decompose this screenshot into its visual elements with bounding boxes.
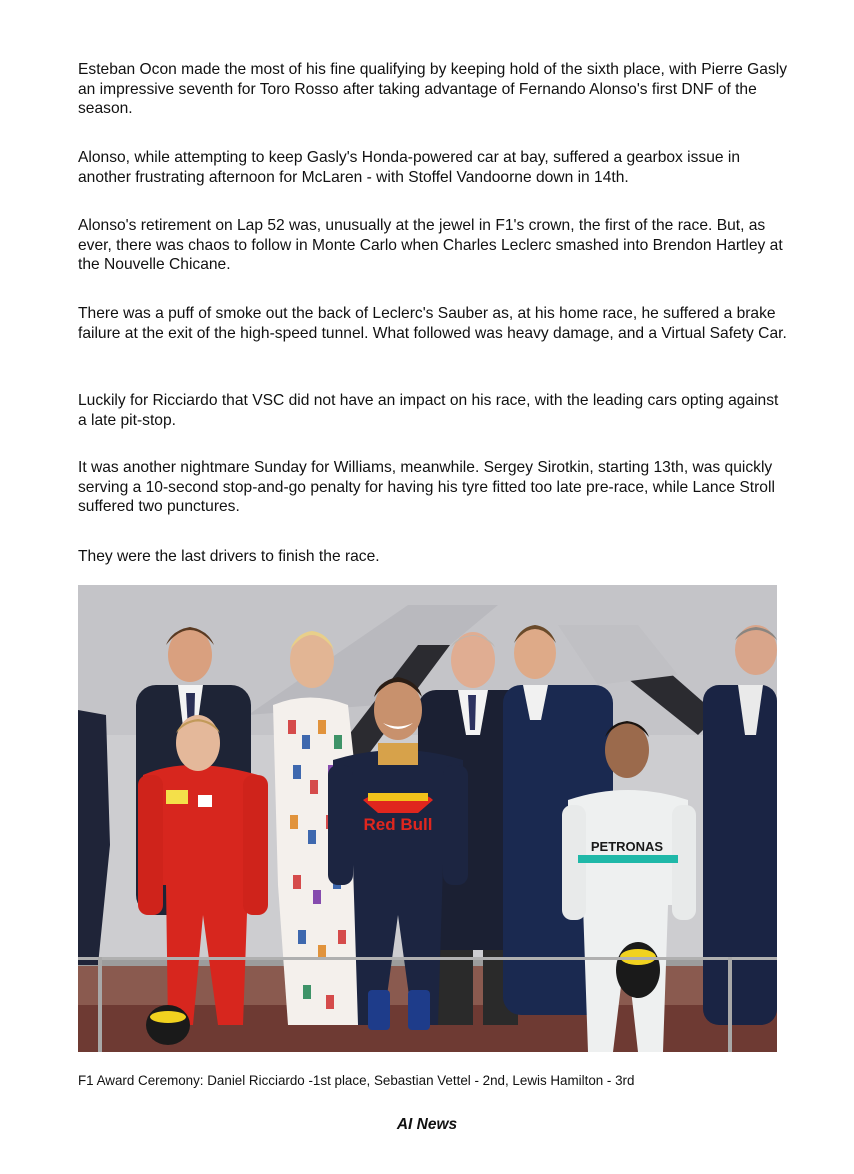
article-paragraph-4: There was a puff of smoke out the back of Leclerc's Sauber as, at his home race, he suffered a brake failure at the exit of the high-speed tunnel. What followed was heavy damage, and a Virtual Safety Car.	[78, 305, 787, 342]
redbull-suit-text: Red Bull	[363, 815, 433, 834]
article-paragraph-6: It was another nightmare Sunday for Williams, meanwhile. Sergey Sirotkin, starting 13th, was quickly serving a 10-second stop-and-go penalty for having his tyre fitted too late pre-race, while Lance Stroll suffered two punctures.	[78, 459, 775, 515]
podium-photo	[78, 585, 777, 1052]
article-paragraph-1: Esteban Ocon made the most of his fine qualifying by keeping hold of the sixth place, with Pierre Gasly an impressive seventh for Toro Rosso after taking advantage of Fernando Alonso's first DNF of the season.	[78, 61, 788, 117]
article-paragraph-2: Alonso, while attempting to keep Gasly's Honda-powered car at bay, suffered a gearbox issue in another frustrating afternoon for McLaren - with Stoffel Vandoorne down in 14th.	[78, 149, 741, 186]
photo-caption: F1 Award Ceremony: Daniel Ricciardo -1st place, Sebastian Vettel - 2nd, Lewis Hamilton - 3rd	[78, 1073, 635, 1088]
petronas-suit-text: PETRONAS	[590, 839, 664, 854]
article-paragraph-5: Luckily for Ricciardo that VSC did not have an impact on his race, with the leading cars opting against a late pit-stop.	[78, 392, 779, 429]
publication-footer: AI News	[396, 1116, 458, 1133]
article-paragraph-7: They were the last drivers to finish the race.	[78, 548, 380, 565]
article-paragraph-3: Alonso's retirement on Lap 52 was, unusually at the jewel in F1's crown, the first of the race. But, as ever, there was chaos to follow in Monte Carlo when Charles Leclerc smashed into Brendon Hartley at the Nouvelle Chicane.	[78, 217, 783, 273]
